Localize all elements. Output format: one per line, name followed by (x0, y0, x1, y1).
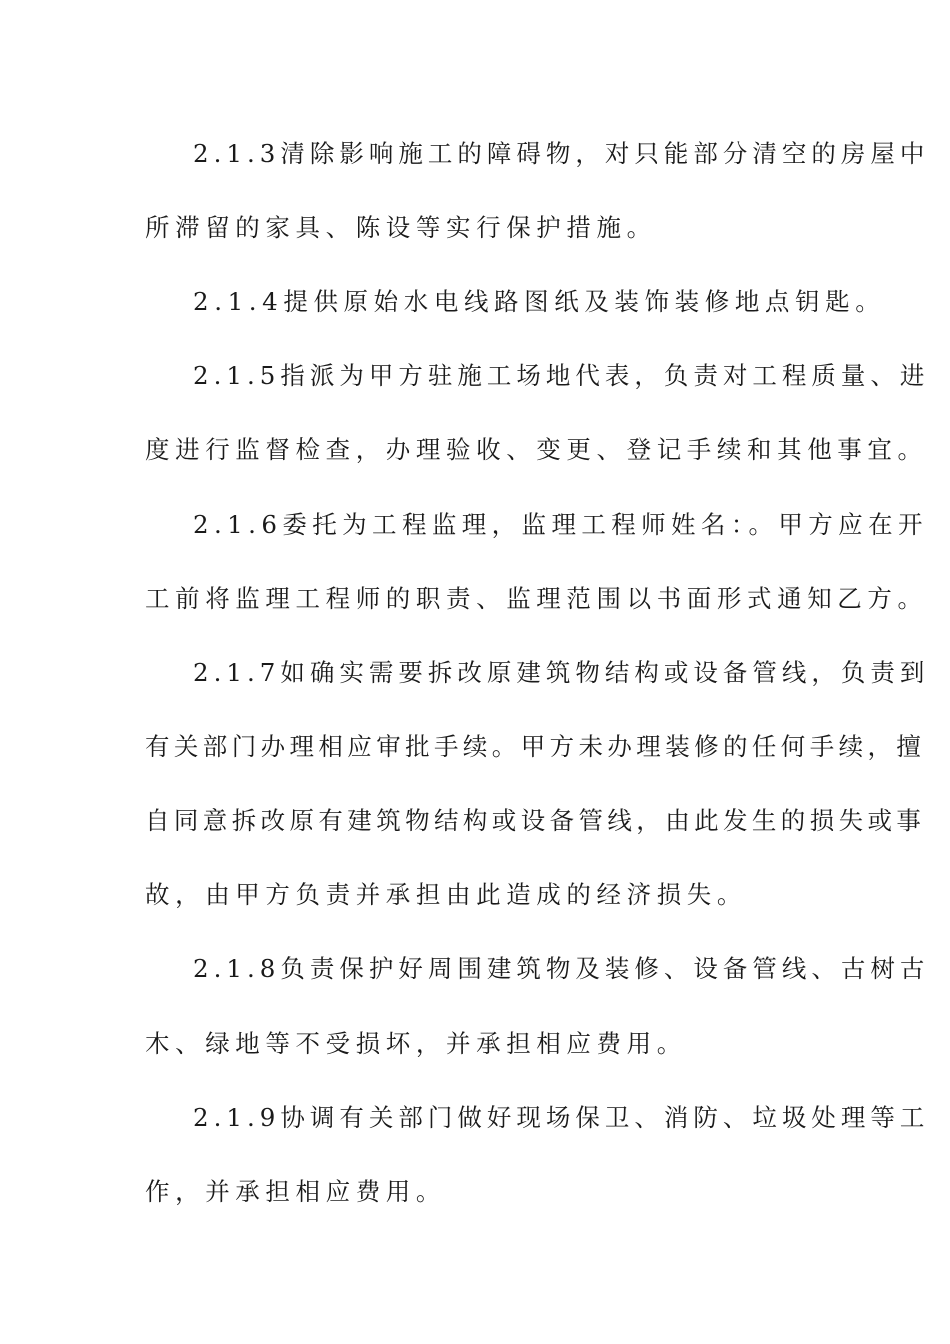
paragraph-2-1-7-line-4: 故，由甲方负责并承担由此造成的经济损失。 (145, 880, 747, 909)
paragraph-2-1-7-line-2: 有关部门办理相应审批手续。甲方未办理装修的任何手续，擅 (145, 732, 926, 761)
paragraph-2-1-7-line-3: 自同意拆改原有建筑物结构或设备管线，由此发生的损失或事 (145, 806, 926, 835)
paragraph-2-1-3-line-1: 2.1.3清除影响施工的障碍物，对只能部分清空的房屋中 (193, 139, 930, 168)
paragraph-2-1-7-line-1: 2.1.7如确实需要拆改原建筑物结构或设备管线，负责到 (193, 658, 930, 687)
paragraph-2-1-8-line-2: 木、绿地等不受损坏，并承担相应费用。 (145, 1029, 687, 1058)
paragraph-2-1-3-line-2: 所滞留的家具、陈设等实行保护措施。 (145, 213, 657, 242)
paragraph-2-1-8-line-1: 2.1.8负责保护好周围建筑物及装修、设备管线、古树古 (193, 954, 930, 983)
paragraph-2-1-6-line-1: 2.1.6委托为工程监理，监理工程师姓名：。甲方应在开 (193, 510, 928, 539)
paragraph-2-1-9-line-2: 作，并承担相应费用。 (145, 1177, 446, 1206)
paragraph-2-1-9-line-1: 2.1.9协调有关部门做好现场保卫、消防、垃圾处理等工 (193, 1103, 930, 1132)
paragraph-2-1-5-line-2: 度进行监督检查，办理验收、变更、登记手续和其他事宜。 (145, 435, 928, 464)
paragraph-2-1-5-line-1: 2.1.5指派为甲方驻施工场地代表，负责对工程质量、进 (193, 361, 930, 390)
paragraph-2-1-4-line-1: 2.1.4提供原始水电线路图纸及装饰装修地点钥匙。 (193, 287, 886, 316)
paragraph-2-1-6-line-2: 工前将监理工程师的职责、监理范围以书面形式通知乙方。 (145, 584, 928, 613)
